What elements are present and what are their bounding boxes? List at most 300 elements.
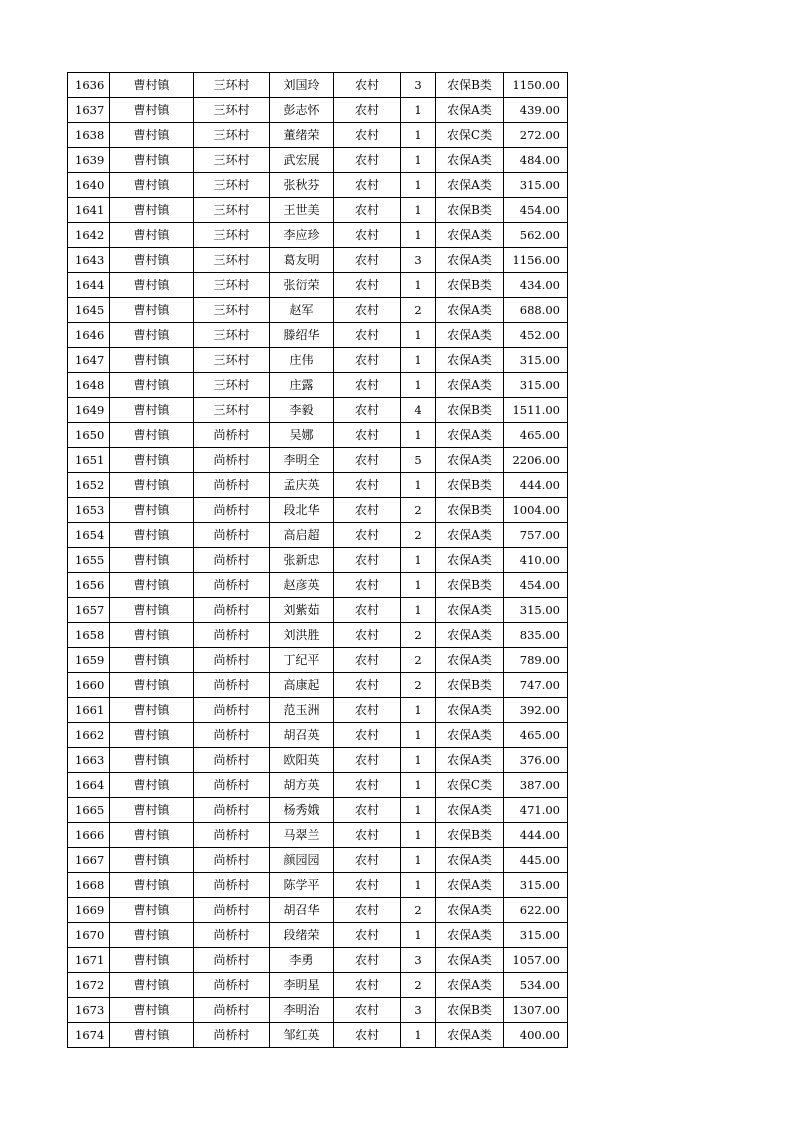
member-count-cell: 2 — [401, 973, 436, 998]
row-number-cell: 1671 — [68, 948, 110, 973]
household-type-cell: 农村 — [334, 923, 401, 948]
name-cell: 李应珍 — [270, 223, 334, 248]
member-count-cell: 1 — [401, 698, 436, 723]
row-number-cell: 1645 — [68, 298, 110, 323]
row-number-cell: 1650 — [68, 423, 110, 448]
table-row — [68, 573, 568, 598]
amount-cell: 1511.00 — [504, 398, 568, 423]
town-cell: 曹村镇 — [110, 873, 194, 898]
household-type-cell: 农村 — [334, 248, 401, 273]
table-row — [68, 123, 568, 148]
table-row — [68, 923, 568, 948]
amount-cell: 387.00 — [504, 773, 568, 798]
village-cell: 三环村 — [194, 73, 270, 98]
town-cell: 曹村镇 — [110, 373, 194, 398]
town-cell: 曹村镇 — [110, 98, 194, 123]
row-number-cell: 1668 — [68, 873, 110, 898]
household-type-cell: 农村 — [334, 673, 401, 698]
member-count-cell: 2 — [401, 898, 436, 923]
household-type-cell: 农村 — [334, 398, 401, 423]
town-cell: 曹村镇 — [110, 698, 194, 723]
row-number-cell: 1648 — [68, 373, 110, 398]
town-cell: 曹村镇 — [110, 798, 194, 823]
town-cell: 曹村镇 — [110, 948, 194, 973]
village-cell: 三环村 — [194, 148, 270, 173]
town-cell: 曹村镇 — [110, 273, 194, 298]
row-number-cell: 1655 — [68, 548, 110, 573]
town-cell: 曹村镇 — [110, 823, 194, 848]
table-row — [68, 898, 568, 923]
village-cell: 尚桥村 — [194, 823, 270, 848]
row-number-cell: 1651 — [68, 448, 110, 473]
town-cell: 曹村镇 — [110, 773, 194, 798]
amount-cell: 444.00 — [504, 473, 568, 498]
village-cell: 三环村 — [194, 348, 270, 373]
name-cell: 张秋芬 — [270, 173, 334, 198]
amount-cell: 392.00 — [504, 698, 568, 723]
table-row — [68, 498, 568, 523]
household-type-cell: 农村 — [334, 273, 401, 298]
household-type-cell: 农村 — [334, 223, 401, 248]
household-type-cell: 农村 — [334, 123, 401, 148]
name-cell: 刘国玲 — [270, 73, 334, 98]
member-count-cell: 1 — [401, 748, 436, 773]
row-number-cell: 1653 — [68, 498, 110, 523]
town-cell: 曹村镇 — [110, 598, 194, 623]
amount-cell: 622.00 — [504, 898, 568, 923]
name-cell: 欧阳英 — [270, 748, 334, 773]
row-number-cell: 1661 — [68, 698, 110, 723]
household-type-cell: 农村 — [334, 523, 401, 548]
member-count-cell: 2 — [401, 648, 436, 673]
member-count-cell: 1 — [401, 873, 436, 898]
category-cell: 农保B类 — [436, 273, 504, 298]
category-cell: 农保A类 — [436, 448, 504, 473]
category-cell: 农保A类 — [436, 548, 504, 573]
amount-cell: 439.00 — [504, 98, 568, 123]
village-cell: 三环村 — [194, 223, 270, 248]
household-type-cell: 农村 — [334, 773, 401, 798]
household-type-cell: 农村 — [334, 423, 401, 448]
town-cell: 曹村镇 — [110, 448, 194, 473]
household-type-cell: 农村 — [334, 448, 401, 473]
row-number-cell: 1674 — [68, 1023, 110, 1048]
town-cell: 曹村镇 — [110, 473, 194, 498]
village-cell: 三环村 — [194, 98, 270, 123]
amount-cell: 465.00 — [504, 423, 568, 448]
name-cell: 马翠兰 — [270, 823, 334, 848]
member-count-cell: 1 — [401, 173, 436, 198]
name-cell: 胡方英 — [270, 773, 334, 798]
category-cell: 农保A类 — [436, 973, 504, 998]
town-cell: 曹村镇 — [110, 673, 194, 698]
category-cell: 农保B类 — [436, 198, 504, 223]
town-cell: 曹村镇 — [110, 398, 194, 423]
amount-cell: 688.00 — [504, 298, 568, 323]
village-cell: 尚桥村 — [194, 473, 270, 498]
village-cell: 尚桥村 — [194, 598, 270, 623]
category-cell: 农保A类 — [436, 523, 504, 548]
household-type-cell: 农村 — [334, 148, 401, 173]
town-cell: 曹村镇 — [110, 923, 194, 948]
village-cell: 三环村 — [194, 298, 270, 323]
table-row — [68, 173, 568, 198]
table-row — [68, 548, 568, 573]
household-type-cell: 农村 — [334, 98, 401, 123]
name-cell: 赵军 — [270, 298, 334, 323]
member-count-cell: 1 — [401, 223, 436, 248]
amount-cell: 315.00 — [504, 348, 568, 373]
amount-cell: 452.00 — [504, 323, 568, 348]
village-cell: 尚桥村 — [194, 573, 270, 598]
village-cell: 尚桥村 — [194, 523, 270, 548]
name-cell: 李明星 — [270, 973, 334, 998]
row-number-cell: 1657 — [68, 598, 110, 623]
category-cell: 农保A类 — [436, 598, 504, 623]
table-row — [68, 748, 568, 773]
category-cell: 农保B类 — [436, 573, 504, 598]
row-number-cell: 1672 — [68, 973, 110, 998]
category-cell: 农保B类 — [436, 473, 504, 498]
row-number-cell: 1665 — [68, 798, 110, 823]
amount-cell: 1156.00 — [504, 248, 568, 273]
name-cell: 丁纪平 — [270, 648, 334, 673]
village-cell: 尚桥村 — [194, 998, 270, 1023]
table-row — [68, 723, 568, 748]
household-type-cell: 农村 — [334, 623, 401, 648]
table-body — [68, 73, 568, 1048]
member-count-cell: 3 — [401, 73, 436, 98]
town-cell: 曹村镇 — [110, 898, 194, 923]
table-row — [68, 998, 568, 1023]
amount-cell: 315.00 — [504, 873, 568, 898]
town-cell: 曹村镇 — [110, 748, 194, 773]
household-type-cell: 农村 — [334, 298, 401, 323]
village-cell: 三环村 — [194, 398, 270, 423]
table-row — [68, 273, 568, 298]
amount-cell: 444.00 — [504, 823, 568, 848]
household-type-cell: 农村 — [334, 873, 401, 898]
category-cell: 农保A类 — [436, 173, 504, 198]
household-type-cell: 农村 — [334, 548, 401, 573]
town-cell: 曹村镇 — [110, 248, 194, 273]
town-cell: 曹村镇 — [110, 523, 194, 548]
member-count-cell: 2 — [401, 623, 436, 648]
village-cell: 三环村 — [194, 198, 270, 223]
village-cell: 尚桥村 — [194, 623, 270, 648]
village-cell: 三环村 — [194, 373, 270, 398]
table-row — [68, 948, 568, 973]
name-cell: 李明治 — [270, 998, 334, 1023]
row-number-cell: 1654 — [68, 523, 110, 548]
village-cell: 尚桥村 — [194, 798, 270, 823]
village-cell: 三环村 — [194, 323, 270, 348]
name-cell: 李毅 — [270, 398, 334, 423]
town-cell: 曹村镇 — [110, 848, 194, 873]
table-row — [68, 873, 568, 898]
name-cell: 彭志怀 — [270, 98, 334, 123]
row-number-cell: 1647 — [68, 348, 110, 373]
member-count-cell: 3 — [401, 948, 436, 973]
row-number-cell: 1658 — [68, 623, 110, 648]
member-count-cell: 3 — [401, 248, 436, 273]
village-cell: 尚桥村 — [194, 548, 270, 573]
name-cell: 李勇 — [270, 948, 334, 973]
town-cell: 曹村镇 — [110, 348, 194, 373]
category-cell: 农保B类 — [436, 398, 504, 423]
table-row — [68, 323, 568, 348]
household-type-cell: 农村 — [334, 498, 401, 523]
amount-cell: 747.00 — [504, 673, 568, 698]
household-type-cell: 农村 — [334, 323, 401, 348]
table-row — [68, 773, 568, 798]
amount-cell: 445.00 — [504, 848, 568, 873]
category-cell: 农保B类 — [436, 823, 504, 848]
town-cell: 曹村镇 — [110, 623, 194, 648]
member-count-cell: 1 — [401, 123, 436, 148]
household-type-cell: 农村 — [334, 973, 401, 998]
household-type-cell: 农村 — [334, 998, 401, 1023]
household-type-cell: 农村 — [334, 948, 401, 973]
row-number-cell: 1664 — [68, 773, 110, 798]
amount-cell: 1307.00 — [504, 998, 568, 1023]
name-cell: 葛友明 — [270, 248, 334, 273]
town-cell: 曹村镇 — [110, 173, 194, 198]
table-row — [68, 848, 568, 873]
row-number-cell: 1638 — [68, 123, 110, 148]
category-cell: 农保A类 — [436, 98, 504, 123]
village-cell: 尚桥村 — [194, 448, 270, 473]
category-cell: 农保A类 — [436, 848, 504, 873]
village-cell: 尚桥村 — [194, 948, 270, 973]
member-count-cell: 1 — [401, 848, 436, 873]
town-cell: 曹村镇 — [110, 573, 194, 598]
member-count-cell: 1 — [401, 548, 436, 573]
category-cell: 农保A类 — [436, 1023, 504, 1048]
amount-cell: 484.00 — [504, 148, 568, 173]
household-type-cell: 农村 — [334, 1023, 401, 1048]
name-cell: 高康起 — [270, 673, 334, 698]
name-cell: 胡召华 — [270, 898, 334, 923]
household-type-cell: 农村 — [334, 373, 401, 398]
table-row — [68, 248, 568, 273]
category-cell: 农保A类 — [436, 323, 504, 348]
member-count-cell: 3 — [401, 998, 436, 1023]
town-cell: 曹村镇 — [110, 323, 194, 348]
category-cell: 农保C类 — [436, 123, 504, 148]
table-row — [68, 798, 568, 823]
amount-cell: 400.00 — [504, 1023, 568, 1048]
table-row — [68, 1023, 568, 1048]
category-cell: 农保B类 — [436, 673, 504, 698]
row-number-cell: 1663 — [68, 748, 110, 773]
row-number-cell: 1643 — [68, 248, 110, 273]
member-count-cell: 2 — [401, 523, 436, 548]
table-row — [68, 198, 568, 223]
row-number-cell: 1652 — [68, 473, 110, 498]
town-cell: 曹村镇 — [110, 123, 194, 148]
name-cell: 李明全 — [270, 448, 334, 473]
town-cell: 曹村镇 — [110, 723, 194, 748]
name-cell: 张新忠 — [270, 548, 334, 573]
name-cell: 邹红英 — [270, 1023, 334, 1048]
row-number-cell: 1646 — [68, 323, 110, 348]
household-type-cell: 农村 — [334, 598, 401, 623]
name-cell: 王世美 — [270, 198, 334, 223]
village-cell: 尚桥村 — [194, 498, 270, 523]
row-number-cell: 1642 — [68, 223, 110, 248]
member-count-cell: 1 — [401, 798, 436, 823]
amount-cell: 534.00 — [504, 973, 568, 998]
category-cell: 农保A类 — [436, 648, 504, 673]
household-type-cell: 农村 — [334, 698, 401, 723]
amount-cell: 454.00 — [504, 198, 568, 223]
table-row — [68, 823, 568, 848]
amount-cell: 315.00 — [504, 173, 568, 198]
table-row — [68, 298, 568, 323]
category-cell: 农保A类 — [436, 923, 504, 948]
name-cell: 陈学平 — [270, 873, 334, 898]
category-cell: 农保A类 — [436, 248, 504, 273]
village-cell: 三环村 — [194, 273, 270, 298]
name-cell: 庄露 — [270, 373, 334, 398]
row-number-cell: 1649 — [68, 398, 110, 423]
relief-roster-table — [67, 72, 568, 1048]
row-number-cell: 1641 — [68, 198, 110, 223]
village-cell: 尚桥村 — [194, 1023, 270, 1048]
category-cell: 农保A类 — [436, 223, 504, 248]
amount-cell: 789.00 — [504, 648, 568, 673]
amount-cell: 315.00 — [504, 598, 568, 623]
member-count-cell: 2 — [401, 498, 436, 523]
category-cell: 农保A类 — [436, 373, 504, 398]
row-number-cell: 1662 — [68, 723, 110, 748]
amount-cell: 410.00 — [504, 548, 568, 573]
amount-cell: 272.00 — [504, 123, 568, 148]
name-cell: 刘紫茹 — [270, 598, 334, 623]
member-count-cell: 1 — [401, 573, 436, 598]
category-cell: 农保A类 — [436, 748, 504, 773]
category-cell: 农保A类 — [436, 148, 504, 173]
village-cell: 尚桥村 — [194, 648, 270, 673]
category-cell: 农保A类 — [436, 948, 504, 973]
category-cell: 农保C类 — [436, 773, 504, 798]
town-cell: 曹村镇 — [110, 298, 194, 323]
village-cell: 尚桥村 — [194, 923, 270, 948]
row-number-cell: 1667 — [68, 848, 110, 873]
name-cell: 段绪荣 — [270, 923, 334, 948]
member-count-cell: 1 — [401, 823, 436, 848]
village-cell: 尚桥村 — [194, 748, 270, 773]
amount-cell: 376.00 — [504, 748, 568, 773]
household-type-cell: 农村 — [334, 73, 401, 98]
name-cell: 张衍荣 — [270, 273, 334, 298]
amount-cell: 434.00 — [504, 273, 568, 298]
category-cell: 农保A类 — [436, 623, 504, 648]
name-cell: 赵彦英 — [270, 573, 334, 598]
village-cell: 尚桥村 — [194, 673, 270, 698]
category-cell: 农保B类 — [436, 73, 504, 98]
town-cell: 曹村镇 — [110, 498, 194, 523]
category-cell: 农保A类 — [436, 798, 504, 823]
name-cell: 滕绍华 — [270, 323, 334, 348]
member-count-cell: 2 — [401, 298, 436, 323]
member-count-cell: 1 — [401, 1023, 436, 1048]
row-number-cell: 1639 — [68, 148, 110, 173]
member-count-cell: 1 — [401, 148, 436, 173]
village-cell: 尚桥村 — [194, 848, 270, 873]
table-row — [68, 73, 568, 98]
member-count-cell: 1 — [401, 98, 436, 123]
row-number-cell: 1660 — [68, 673, 110, 698]
name-cell: 高启超 — [270, 523, 334, 548]
amount-cell: 2206.00 — [504, 448, 568, 473]
name-cell: 庄伟 — [270, 348, 334, 373]
category-cell: 农保A类 — [436, 348, 504, 373]
table-row — [68, 673, 568, 698]
town-cell: 曹村镇 — [110, 648, 194, 673]
category-cell: 农保A类 — [436, 698, 504, 723]
village-cell: 尚桥村 — [194, 423, 270, 448]
household-type-cell: 农村 — [334, 748, 401, 773]
table-row — [68, 398, 568, 423]
table-row — [68, 223, 568, 248]
household-type-cell: 农村 — [334, 723, 401, 748]
name-cell: 吴娜 — [270, 423, 334, 448]
village-cell: 三环村 — [194, 173, 270, 198]
table-row — [68, 98, 568, 123]
amount-cell: 1004.00 — [504, 498, 568, 523]
table-row — [68, 523, 568, 548]
name-cell: 胡召英 — [270, 723, 334, 748]
village-cell: 尚桥村 — [194, 973, 270, 998]
household-type-cell: 农村 — [334, 473, 401, 498]
village-cell: 尚桥村 — [194, 873, 270, 898]
name-cell: 董绪荣 — [270, 123, 334, 148]
household-type-cell: 农村 — [334, 173, 401, 198]
member-count-cell: 1 — [401, 198, 436, 223]
name-cell: 孟庆英 — [270, 473, 334, 498]
category-cell: 农保B类 — [436, 998, 504, 1023]
category-cell: 农保A类 — [436, 298, 504, 323]
member-count-cell: 1 — [401, 773, 436, 798]
table-row — [68, 448, 568, 473]
household-type-cell: 农村 — [334, 573, 401, 598]
amount-cell: 835.00 — [504, 623, 568, 648]
amount-cell: 471.00 — [504, 798, 568, 823]
town-cell: 曹村镇 — [110, 223, 194, 248]
member-count-cell: 1 — [401, 598, 436, 623]
category-cell: 农保B类 — [436, 498, 504, 523]
village-cell: 尚桥村 — [194, 723, 270, 748]
table-row — [68, 473, 568, 498]
member-count-cell: 1 — [401, 723, 436, 748]
amount-cell: 315.00 — [504, 373, 568, 398]
amount-cell: 757.00 — [504, 523, 568, 548]
member-count-cell: 1 — [401, 323, 436, 348]
village-cell: 三环村 — [194, 123, 270, 148]
town-cell: 曹村镇 — [110, 423, 194, 448]
category-cell: 农保A类 — [436, 873, 504, 898]
row-number-cell: 1640 — [68, 173, 110, 198]
row-number-cell: 1636 — [68, 73, 110, 98]
town-cell: 曹村镇 — [110, 998, 194, 1023]
amount-cell: 465.00 — [504, 723, 568, 748]
row-number-cell: 1637 — [68, 98, 110, 123]
row-number-cell: 1673 — [68, 998, 110, 1023]
member-count-cell: 4 — [401, 398, 436, 423]
table-row — [68, 973, 568, 998]
